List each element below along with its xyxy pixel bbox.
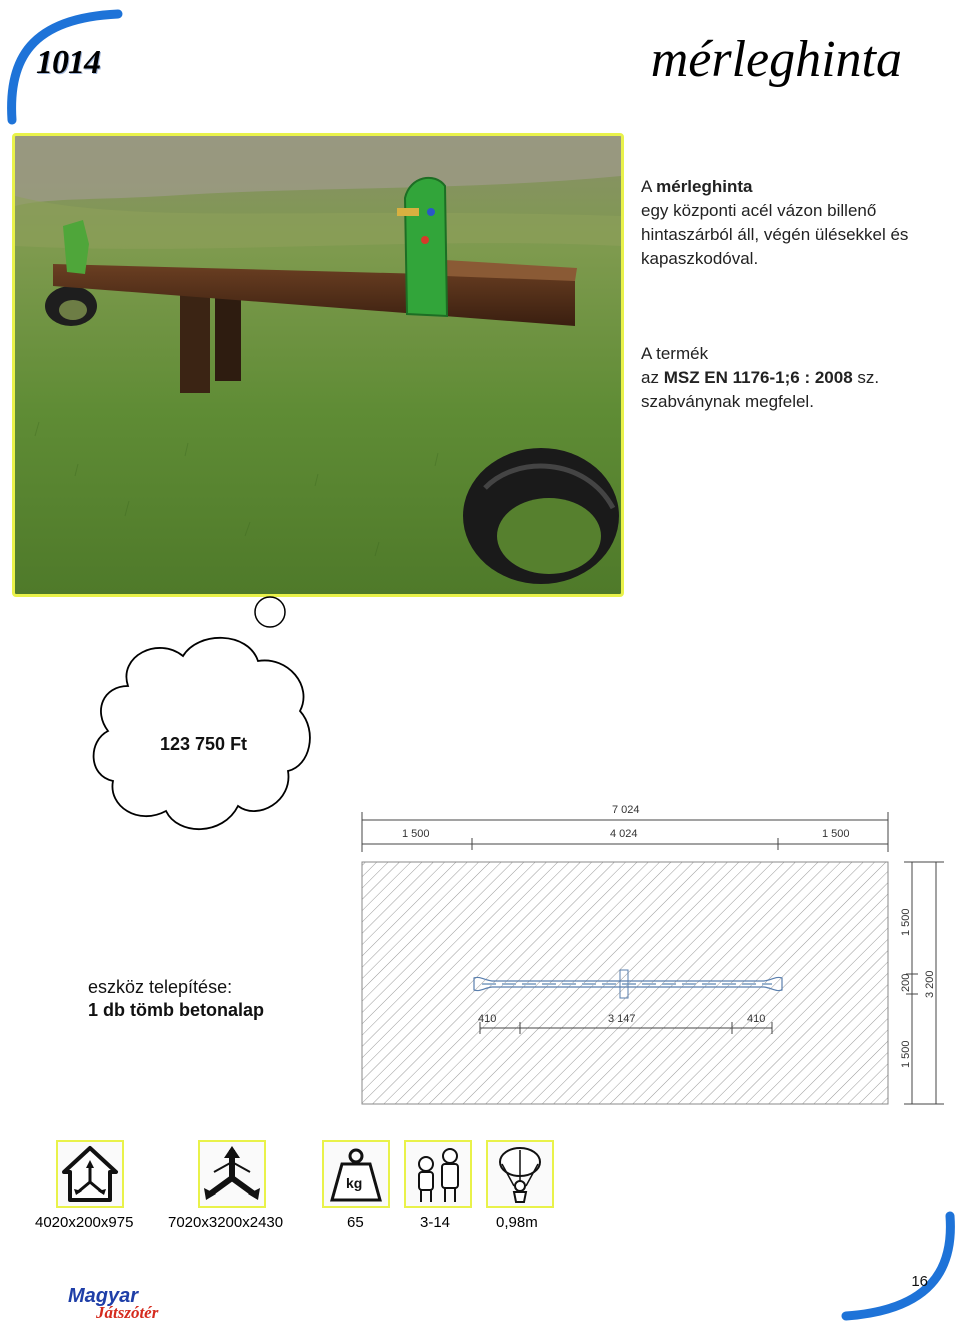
installation-info [88,976,264,1022]
product-description [641,175,951,271]
dim-beam-left: 410 [478,1013,497,1025]
children-age-icon [404,1140,472,1208]
bottom-right-corner-ornament [830,1200,960,1327]
dim-beam-mid: 3 147 [608,1013,636,1025]
standard-code: MSZ EN 1176-1;6 : 2008 [663,368,853,387]
dim-middle: 4 024 [610,828,638,840]
product-title: mérleghinta [650,31,902,88]
product-code: 1014 [36,44,100,81]
spec-value-fall-height: 0,98m [496,1214,538,1231]
safety-zone-icon [198,1140,266,1208]
spec-value-weight: 65 [347,1214,364,1231]
seesaw-illustration [15,136,621,594]
standard-prefix: az [641,368,664,387]
dim-side-left: 1 500 [402,828,430,840]
standard-suffix: sz. [852,368,880,387]
installation-label: eszköz telepítése: [88,977,233,997]
svg-text:kg: kg [346,1175,363,1191]
dim-total-width: 7 024 [612,804,640,816]
spec-value-age-range: 3-14 [420,1214,451,1231]
page-number: 16 [911,1273,928,1290]
dim-side-right: 1 500 [822,828,850,840]
dim-height-total: 3 200 [924,970,936,998]
standard-compliance [641,342,951,414]
standard-line-3: szabványnak megfelel. [641,392,814,411]
product-photo [12,133,624,597]
dim-height-mid: 200 [900,973,912,992]
description-product-name: mérleghinta [656,177,753,196]
dim-beam-right: 410 [747,1013,766,1025]
dim-height-top: 1 500 [900,908,912,936]
fall-height-icon [486,1140,554,1208]
safety-zone-plan [352,796,952,1116]
magyar-jatszoter-logo [66,1280,196,1322]
price-label: 123 750 Ft [160,734,248,754]
price-cloud [88,596,318,856]
installation-value: 1 db tömb betonalap [88,1000,265,1020]
logo-bottom-text: Játszótér [96,1303,159,1322]
logo-top-text: Magyar [68,1285,139,1307]
description-prefix: A [641,177,657,196]
weight-icon [322,1140,390,1208]
spec-value-safety-zone: 7020x3200x2430 [168,1214,284,1231]
dim-height-bottom: 1 500 [900,1040,912,1068]
spec-value-device-dimensions: 4020x200x975 [35,1214,134,1231]
house-dimensions-icon [56,1140,124,1208]
standard-line-1: A termék [641,344,709,363]
description-text: egy központi acél vázon billenő hintaszárból áll, végén ülésekkel és kapaszkodóval. [641,201,909,268]
